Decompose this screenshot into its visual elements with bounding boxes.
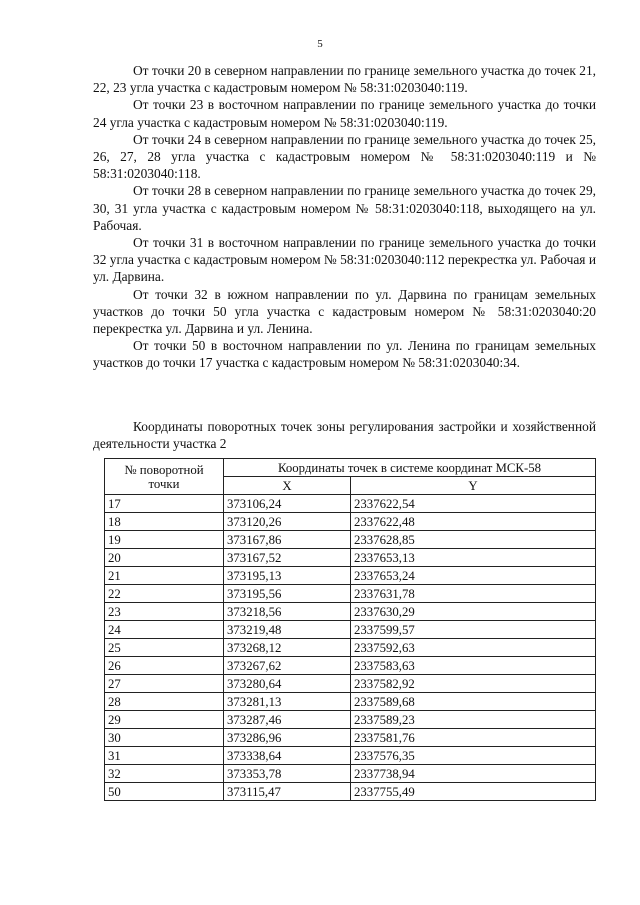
cell-x: 373218,56 [224,603,351,621]
table-row [105,531,596,549]
cell-x: 373286,96 [224,729,351,747]
table-row [105,495,596,513]
table-caption: Координаты поворотных точек зоны регулирования застройки и хозяйственной деятельности участка 2 [93,419,596,452]
cell-x: 373115,47 [224,783,351,801]
cell-y: 2337599,57 [351,621,596,639]
paragraph: От точки 20 в северном направлении по границе земельного участка до точек 21, 22, 23 угла участка с кадастровым номером № 58:31:0203040:119. [93,63,596,96]
cell-x: 373353,78 [224,765,351,783]
cell-y: 2337653,13 [351,549,596,567]
cell-x: 373287,46 [224,711,351,729]
table-row [105,513,596,531]
cell-y: 2337738,94 [351,765,596,783]
cell-y: 2337653,24 [351,567,596,585]
cell-y: 2337589,23 [351,711,596,729]
cell-x: 373267,62 [224,657,351,675]
cell-x: 373195,13 [224,567,351,585]
cell-x: 373338,64 [224,747,351,765]
paragraph: От точки 32 в южном направлении по ул. Дарвина по границам земельных участков до точки 50 угла участка с кадастровым номером № 58:31:0203040:20 перекрестка ул. Дарвина и ул. Ленина. [93,286,596,337]
cell-x: 373120,26 [224,513,351,531]
cell-y: 2337622,54 [351,495,596,513]
cell-point: 26 [105,657,224,675]
header-point-number: № поворотной точки [105,459,224,495]
cell-x: 373268,12 [224,639,351,657]
cell-point: 22 [105,585,224,603]
cell-x: 373106,24 [224,495,351,513]
table-header-row [105,459,596,477]
paragraph: От точки 23 в восточном направлении по границе земельного участка до точки 24 угла участка с кадастровым номером № 58:31:0203040:119. [93,97,596,130]
cell-point: 30 [105,729,224,747]
page-number: 5 [317,38,323,50]
cell-x: 373219,48 [224,621,351,639]
table-row [105,657,596,675]
table-row [105,765,596,783]
table-row [105,567,596,585]
cell-y: 2337630,29 [351,603,596,621]
cell-point: 21 [105,567,224,585]
cell-y: 2337592,63 [351,639,596,657]
cell-x: 373281,13 [224,693,351,711]
coordinates-table [104,458,596,801]
table-row [105,549,596,567]
cell-x: 373280,64 [224,675,351,693]
cell-y: 2337622,48 [351,513,596,531]
cell-point: 19 [105,531,224,549]
cell-y: 2337582,92 [351,675,596,693]
table-row [105,783,596,801]
table-row [105,693,596,711]
cell-point: 24 [105,621,224,639]
cell-point: 23 [105,603,224,621]
cell-y: 2337581,76 [351,729,596,747]
table-row [105,747,596,765]
cell-x: 373167,52 [224,549,351,567]
header-x: X [224,477,351,495]
cell-y: 2337583,63 [351,657,596,675]
paragraph: От точки 28 в северном направлении по границе земельного участка до точек 29, 30, 31 угла участка с кадастровым номером № 58:31:0203040:118, выходящего на ул. Рабочая. [93,183,596,233]
cell-x: 373195,56 [224,585,351,603]
table-row [105,729,596,747]
header-coordinate-system: Координаты точек в системе координат МСК-58 [224,459,596,477]
cell-point: 50 [105,783,224,801]
cell-point: 29 [105,711,224,729]
cell-point: 27 [105,675,224,693]
cell-y: 2337628,85 [351,531,596,549]
table-row [105,675,596,693]
table-body [105,495,596,801]
cell-x: 373167,86 [224,531,351,549]
paragraph: От точки 50 в восточном направлении по ул. Ленина по границам земельных участков до точки 17 участка с кадастровым номером № 58:31:0203040:34. [93,338,596,371]
paragraph: От точки 31 в восточном направлении по границе земельного участка до точки 32 угла участка с кадастровым номером № 58:31:0203040:112 перекрестка ул. Рабочая и ул. Дарвина. [93,235,596,285]
cell-point: 17 [105,495,224,513]
cell-point: 31 [105,747,224,765]
cell-y: 2337589,68 [351,693,596,711]
header-y: Y [351,477,596,495]
table-row [105,639,596,657]
body-text [93,62,596,372]
table-row [105,585,596,603]
paragraph: От точки 24 в северном направлении по границе земельного участка до точек 25, 26, 27, 28 угла участка с кадастровым номером № 58:31:0203040:119 и № 58:31:0203040:118. [93,131,596,182]
cell-point: 28 [105,693,224,711]
table-row [105,603,596,621]
cell-point: 32 [105,765,224,783]
cell-y: 2337755,49 [351,783,596,801]
cell-point: 18 [105,513,224,531]
table-row [105,621,596,639]
cell-point: 20 [105,549,224,567]
cell-y: 2337631,78 [351,585,596,603]
cell-y: 2337576,35 [351,747,596,765]
table-row [105,711,596,729]
cell-point: 25 [105,639,224,657]
